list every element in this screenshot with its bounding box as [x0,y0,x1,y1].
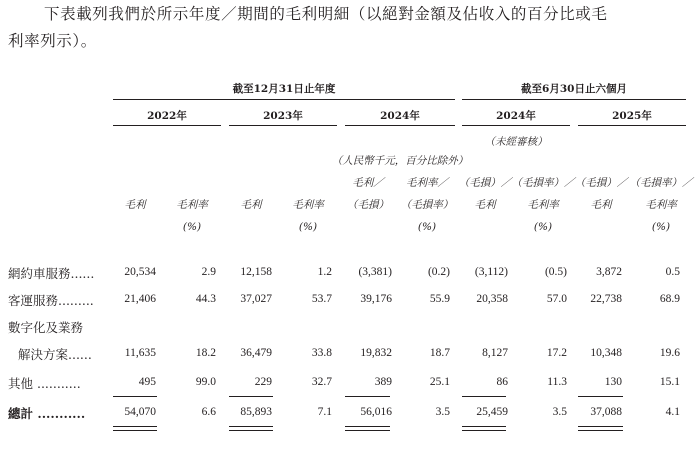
col-2024-gross-margin [394,172,460,238]
table-cell: 68.9 [659,293,680,305]
table-cell-total: 37,088 [590,406,622,418]
table-cell: 32.7 [311,376,332,388]
col-h2024-gross-profit [455,172,515,216]
table-cell-total: 56,016 [360,406,392,418]
col-h2025-gross-profit [571,172,631,216]
table-cell: 21,406 [124,293,156,305]
subtotal-rule [578,396,623,397]
table-cell: 25.1 [429,376,450,388]
annual-period-header: 截至12月31日止年度 [232,83,336,95]
total-double-rule [462,426,506,431]
unaudited-note: （未經審核） [484,136,548,148]
year-header-h2024: 2024年 [496,110,536,122]
col-2023-gm-line1: 毛利率 [292,199,324,211]
table-cell: 17.2 [546,347,567,359]
year-header-2023: 2023年 [263,110,303,122]
col-2024-gross-profit [338,172,398,216]
table-cell: 36,479 [240,347,272,359]
table-cell: 0.5 [665,266,680,278]
table-cell-total: 3.5 [552,406,567,418]
col-h2025-gp-line2: 毛利 [590,199,612,211]
col-2024-gm-line2: （毛損率） [400,199,454,211]
row-label-passenger-transport: 客運服務......... [8,293,94,308]
col-2023-gm-line2: (%) [298,221,318,233]
intro-line-1: 下表載列我們於所示年度／期間的毛利明細（以絕對金額及佔收入的百分比或毛 [44,5,608,23]
table-cell-total: 6.6 [201,406,216,418]
table-cell-total: 25,459 [476,406,508,418]
row-label-others: 其他 ........... [8,376,81,391]
table-cell: 20,358 [476,293,508,305]
year-header-2024: 2024年 [380,110,420,122]
row-label-ride-hailing: 網約車服務...... [8,266,95,281]
total-double-rule [229,426,273,431]
table-cell-total: 54,070 [124,406,156,418]
year-rule-2022 [113,125,221,126]
subtotal-rule [462,396,506,397]
table-cell: 55.9 [429,293,450,305]
total-double-rule [578,426,623,431]
table-cell: 19.6 [659,347,680,359]
table-cell: 130 [604,376,622,388]
table-cell-total: 4.1 [665,406,680,418]
col-h2025-gross-margin [628,172,694,238]
table-cell: 99.0 [195,376,216,388]
table-cell: 8,127 [482,347,508,359]
table-cell: 11.3 [547,376,567,388]
col-h2024-gm-line1: （毛損率）／ [511,177,575,189]
total-double-rule [113,426,157,431]
col-2022-gm-line1: 毛利率 [176,199,208,211]
table-cell: (0.5) [544,266,567,278]
table-cell: 10,348 [590,347,622,359]
year-rule-2024 [345,125,455,126]
year-rule-h2025 [578,125,686,126]
row-label-digital-solutions: 數字化及業務 [8,320,84,335]
col-2024-gp-line2: （毛損） [347,199,389,211]
table-cell: (3,112) [474,266,508,278]
col-h2024-gross-margin [510,172,576,238]
table-cell: 11,635 [124,347,156,359]
table-cell: 15.1 [659,376,680,388]
col-2023-gross-profit: 毛利 [240,199,262,211]
col-2024-gm-line1: 毛利率／ [406,177,448,189]
total-double-rule [345,426,390,431]
unit-note: （人民幣千元，百分比除外） [331,155,469,167]
col-2022-gross-profit: 毛利 [124,199,146,211]
col-h2025-gm-line3: (%) [651,221,671,233]
table-cell: 20,534 [124,266,156,278]
row-label-digital-solutions-2: 解決方案...... [18,347,92,362]
subtotal-rule [113,396,157,397]
table-cell: 1.2 [317,266,332,278]
col-h2025-gm-line1: （毛損率）／ [629,177,693,189]
six-months-header-rule [462,99,686,100]
col-h2024-gp-line1: （毛損）／ [458,177,512,189]
table-cell: 18.2 [195,347,216,359]
annual-header-rule [113,99,455,100]
year-header-h2025: 2025年 [612,110,652,122]
table-cell: 229 [254,376,272,388]
col-2023-gross-margin [282,194,334,238]
col-2022-gross-margin [166,194,218,238]
table-cell: 33.8 [311,347,332,359]
table-cell-total: 7.1 [317,406,332,418]
table-cell: 53.7 [311,293,332,305]
table-cell: 2.9 [201,266,216,278]
table-cell-total: 3.5 [435,406,450,418]
col-h2024-gm-line3: (%) [533,221,553,233]
table-cell: (3,381) [358,266,392,278]
table-cell: 389 [374,376,392,388]
col-2022-gm-line2: (%) [182,221,202,233]
table-cell: 3,872 [596,266,622,278]
table-cell: 495 [138,376,156,388]
year-header-2022: 2022年 [147,110,187,122]
table-cell: 19,832 [360,347,392,359]
table-cell: 57.0 [546,293,567,305]
year-rule-2023 [229,125,337,126]
table-cell: 18.7 [429,347,450,359]
col-h2024-gm-line2: 毛利率 [527,199,559,211]
table-cell-total: 85,893 [240,406,272,418]
col-h2025-gm-line2: 毛利率 [645,199,677,211]
row-label-total: 總計 ........... [8,406,86,421]
subtotal-rule [345,396,390,397]
table-cell: (0.2) [427,266,450,278]
col-2024-gp-line1: 毛利／ [352,177,384,189]
table-cell: 44.3 [195,293,216,305]
intro-line-2: 利率列示）。 [8,32,97,50]
col-2024-gm-line3: (%) [417,221,437,233]
table-cell: 39,176 [360,293,392,305]
year-rule-h2024 [462,125,570,126]
col-h2024-gp-line2: 毛利 [474,199,496,211]
table-cell: 22,738 [590,293,622,305]
col-h2025-gp-line1: （毛損）／ [574,177,628,189]
subtotal-rule [229,396,273,397]
table-cell: 37,027 [240,293,272,305]
table-cell: 86 [496,376,508,388]
table-cell: 12,158 [240,266,272,278]
six-months-period-header: 截至6月30日止六個月 [521,83,627,95]
